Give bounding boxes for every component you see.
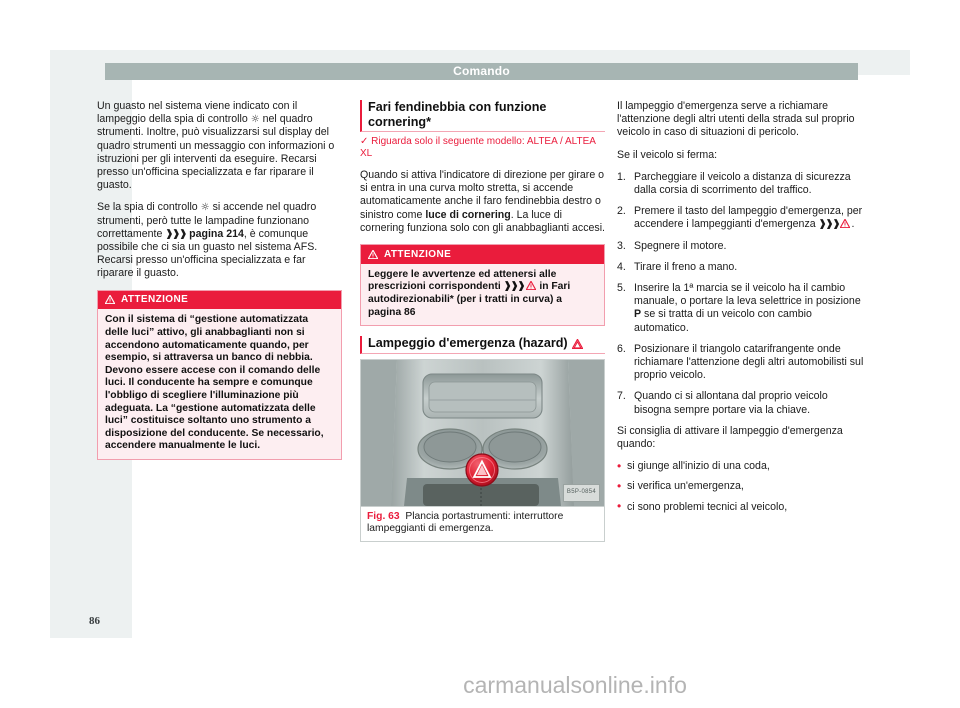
figure-number: Fig. 63	[367, 510, 400, 522]
paragraph-text-cont: si accende nel quadro strumenti, però tutte le lampadine funzionano correttamente	[97, 201, 317, 240]
attention-box-header	[98, 291, 341, 310]
attention-box-header	[361, 245, 604, 264]
paragraph-hazard-purpose: Il lampeggio d'emergenza serve a richiamare l'attenzione degli altri utenti della strada sul proprio veicolo in caso di situazioni di pericolo.	[617, 100, 855, 139]
figure-caption-text: Plancia portastrumenti: interruttore lampeggianti di emergenza.	[367, 510, 564, 534]
model-note-text: Riguarda solo il seguente modello: ALTEA / ALTEA XL	[360, 136, 596, 159]
step-text: Premere il tasto del lampeggio d'emergenza, per accendere i lampeggianti d'emergenza	[634, 205, 863, 231]
running-head-title: Comando	[105, 63, 858, 80]
attention-box-cornering	[360, 244, 605, 326]
hazard-steps-list	[617, 171, 865, 417]
attention-text-end: in Fari autodirezionabili* (per i tratti in curva) a pagina 86	[368, 281, 571, 318]
paragraph-afs-indicator	[97, 201, 342, 280]
step-text: Spegnere il motore.	[634, 239, 727, 252]
page-number: 86	[89, 615, 100, 627]
attention-box-text: Con il sistema di “gestione automatizzata delle luci” attivo, gli anabbaglianti non si accendono automaticamente quando, per esempio, si attraversa un banco di nebbia. Devono essere accese con il comando delle luci. Il conducente ha sempre e comunque l'obbligo di scegliere l'illuminazione più adeguata. La “gestione automatizzata delle luci” costituisce soltanto uno strumento a disposizione del conducente. Se necessario, accendere manualmente le luci.	[105, 314, 324, 452]
list-item: • si giunge all'inizio di una coda,	[617, 460, 865, 473]
warning-triangle-icon	[526, 281, 536, 290]
paragraph-text-end: , è comunque possibile che ci sia un guasto nel sistema AFS. Recarsi presso un'officina specializzata e far riparare il guasto.	[97, 227, 318, 280]
paragraph-text: Un guasto nel sistema viene indicato con il lampeggio della spia di controllo	[97, 100, 298, 126]
section-heading-cornering: Fari fendinebbia con funzione cornering*	[360, 100, 605, 132]
step-text-end: se si tratta di un veicolo con cambio automatico.	[634, 308, 812, 334]
check-icon: ✓	[360, 136, 369, 147]
warning-triangle-icon	[572, 339, 582, 348]
paragraph-afs-fault	[97, 100, 342, 192]
column-three	[617, 100, 865, 521]
step-text: Quando ci si allontana dal proprio veicolo bisogna sempre portare via la chiave.	[634, 390, 828, 416]
chevron-reference-icon: ❱❱❱	[818, 218, 840, 230]
paragraph-cornering-function	[360, 169, 605, 235]
list-item	[617, 390, 865, 416]
paragraph-text-cont: nel quadro strumenti. Inoltre, può visualizzarsi sul display del quadro strumenti un messaggio con informazioni o istruzioni per gli interventi da eseguire. Recarsi presso un'officina specializzata e far riparare il guasto.	[97, 113, 335, 192]
step-text: Tirare il freno a mano.	[634, 260, 738, 273]
step-text-end: .	[851, 218, 855, 231]
list-item	[617, 282, 865, 335]
list-item	[617, 171, 865, 197]
headlight-warning-icon: ☼	[250, 114, 260, 126]
list-item	[617, 261, 865, 274]
paragraph-when-to-activate: Si consiglia di attivare il lampeggio d'emergenza quando:	[617, 424, 843, 451]
list-item	[617, 240, 865, 253]
chevron-reference-icon: ❱❱❱	[503, 280, 525, 292]
section-heading-hazard	[360, 336, 605, 354]
gear-position-label: P	[634, 308, 642, 321]
center-console-hazard-switch-photo	[361, 360, 604, 506]
warning-triangle-icon	[368, 250, 378, 259]
attention-box-text	[361, 264, 604, 325]
attention-box-light-management	[97, 290, 342, 460]
list-item	[617, 343, 865, 383]
list-item: • si verifica un'emergenza,	[617, 480, 865, 493]
attention-text-start: Leggere le avvertenze ed attenersi alle prescrizioni corrispondenti	[368, 268, 557, 293]
attention-box-title: ATTENZIONE	[384, 248, 452, 260]
warning-triangle-icon	[840, 219, 850, 228]
column-two	[360, 100, 605, 542]
section-heading-text: Lampeggio d'emergenza (hazard)	[368, 336, 568, 351]
list-item	[617, 205, 865, 231]
step-text: Parcheggiare il veicolo a distanza di sicurezza dalla corsia di scorrimento del traffico.	[634, 170, 851, 197]
figure-hazard-switch	[360, 359, 605, 543]
step-text: Posizionare il triangolo catarifrangente onde richiamare l'attenzione degli altri automobilisti sul proprio veicolo.	[634, 342, 864, 382]
paragraph-emphasis: luce di cornering	[425, 208, 511, 221]
figure-caption	[361, 506, 604, 542]
paragraph-text-cont: . La luce di cornering funziona solo con gli anabbaglianti accesi.	[360, 208, 605, 234]
model-applicability-note	[360, 136, 605, 160]
chevron-reference-icon: ❱❱❱	[165, 228, 187, 240]
list-item: • ci sono problemi tecnici al veicolo,	[617, 501, 865, 514]
warning-triangle-icon	[105, 295, 115, 304]
figure-watermark: B5P-0854	[563, 484, 600, 501]
paragraph-text: Quando si attiva l'indicatore di direzione per girare o si entra in una curva molto stretta, si accende automaticamente anche il faro fendinebbia destro o sinistro come	[360, 169, 605, 221]
page-reference-link[interactable]: pagina 214	[189, 227, 244, 240]
paragraph-vehicle-stops: Se il veicolo si ferma:	[617, 148, 718, 161]
step-text: Inserire la 1ª marcia se il veicolo ha il cambio manuale, o portare la leva selettrice in posizione	[634, 282, 861, 308]
paragraph-text: Se la spia di controllo	[97, 201, 201, 214]
site-watermark: carmanualsonline.info	[463, 672, 687, 698]
attention-box-title: ATTENZIONE	[121, 294, 189, 306]
column-one	[97, 100, 342, 470]
headlight-warning-icon: ☼	[200, 202, 210, 214]
hazard-situations-list	[617, 460, 865, 514]
